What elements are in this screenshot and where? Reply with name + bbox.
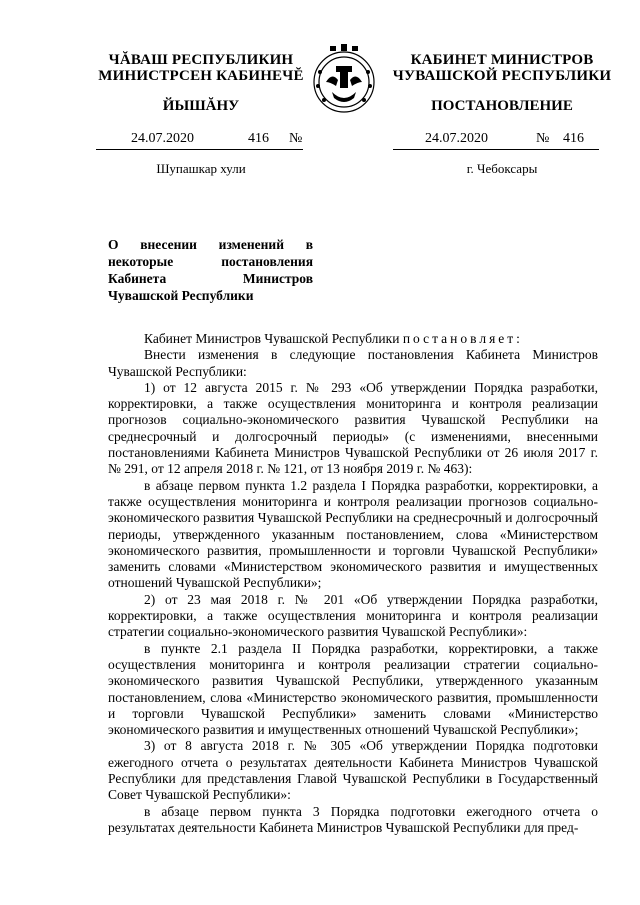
header-left-org xyxy=(96,52,306,84)
number-sign: № xyxy=(536,131,550,146)
header-left-org-line1: ЧĂВАШ РЕСПУБЛИКИН xyxy=(108,52,294,68)
header-right-org xyxy=(392,52,612,84)
city-left: Шупашкар хули xyxy=(156,161,246,176)
number-sign: № xyxy=(289,131,303,146)
body-paragraph: 1) от 12 августа 2015 г. № 293 «Об утверждении Порядка разработки, корректировки, а также осуществления мониторинга и контроля реализации прогнозов социально-экономического развития Чувашской Республики на среднесрочный и долгосрочный периоды» (с изменениями, внесенными постановлениями Кабинета Министров Чувашской Республики от 26 июля 2017 г. № 291, от 12 апреля 2018 г. № 121, от 13 ноября 2019 г. № 463): xyxy=(108,379,598,477)
document-number: 416 xyxy=(248,131,269,146)
header-right-org-line1: КАБИНЕТ МИНИСТРОВ xyxy=(410,52,594,68)
preamble-lead: Кабинет Министров Чувашской Республики xyxy=(144,331,400,346)
chuvash-coat-of-arms-icon xyxy=(306,42,382,116)
header-right-org-line2: ЧУВАШСКОЙ РЕСПУБЛИКИ xyxy=(392,68,612,84)
document-number: 416 xyxy=(563,131,584,146)
document-date: 24.07.2020 xyxy=(131,131,194,146)
document-body xyxy=(108,331,598,836)
doctype-left: ЙЫШĂНУ xyxy=(162,98,240,114)
document-title: О внесении изменений в некоторые постановления Кабинета Министров Чувашской Республики xyxy=(108,237,313,303)
doctype-right: ПОСТАНОВЛЕНИЕ xyxy=(431,98,573,114)
body-paragraph: 3) от 8 августа 2018 г. № 305 «Об утверждении Порядка подготовки ежегодного отчета о результатах деятельности Кабинета Министров Чувашской Республики для представления Главой Чувашской Республики в Государственный Совет Чувашской Республики»: xyxy=(108,738,598,803)
body-paragraph: Внести изменения в следующие постановления Кабинета Министров Чувашской Республики: xyxy=(108,347,598,379)
document-date: 24.07.2020 xyxy=(425,131,488,146)
body-paragraph: в абзаце первом пункта 1.2 раздела I Порядка разработки, корректировки, а также осуществления мониторинга и контроля реализации прогнозов социально-экономического развития Чувашской Республики на среднесрочный и долгосрочный периоды, утвержденного указанным постановлением, слова «Министерством экономического развития, промышленности и торговли Чувашской Республики» заменить словами «Министерством экономического развития и имущественных отношений Чувашской Республики»; xyxy=(108,477,598,591)
body-paragraph: в пункте 2.1 раздела II Порядка разработки, корректировки, а также осуществления мониторинга и контроля реализации стратегии социально-экономического развития Чувашской Республики, утвержденного указанным постановлением, слова «Министерство экономического развития, промышленности и торговли Чувашской Республики» заменить словами «Министерство экономического развития и имущественных отношений Чувашской Республики»; xyxy=(108,640,598,738)
date-number-line-left xyxy=(96,131,303,150)
preamble-verb: постановляет: xyxy=(402,331,523,346)
header-left-org-line2: МИНИСТРСЕН КАБИНЕЧĔ xyxy=(98,68,304,84)
date-number-line-right xyxy=(393,131,599,150)
body-paragraph: 2) от 23 мая 2018 г. № 201 «Об утверждении Порядка разработки, корректировки, а также осуществления мониторинга и контроля реализации стратегии социально-экономического развития Чувашской Республики»: xyxy=(108,591,598,640)
city-right: г. Чебоксары xyxy=(466,161,538,176)
body-paragraph: в абзаце первом пункта 3 Порядка подготовки ежегодного отчета о результатах деятельности Кабинета Министров Чувашской Республики для пред- xyxy=(108,803,598,835)
preamble xyxy=(108,331,598,347)
